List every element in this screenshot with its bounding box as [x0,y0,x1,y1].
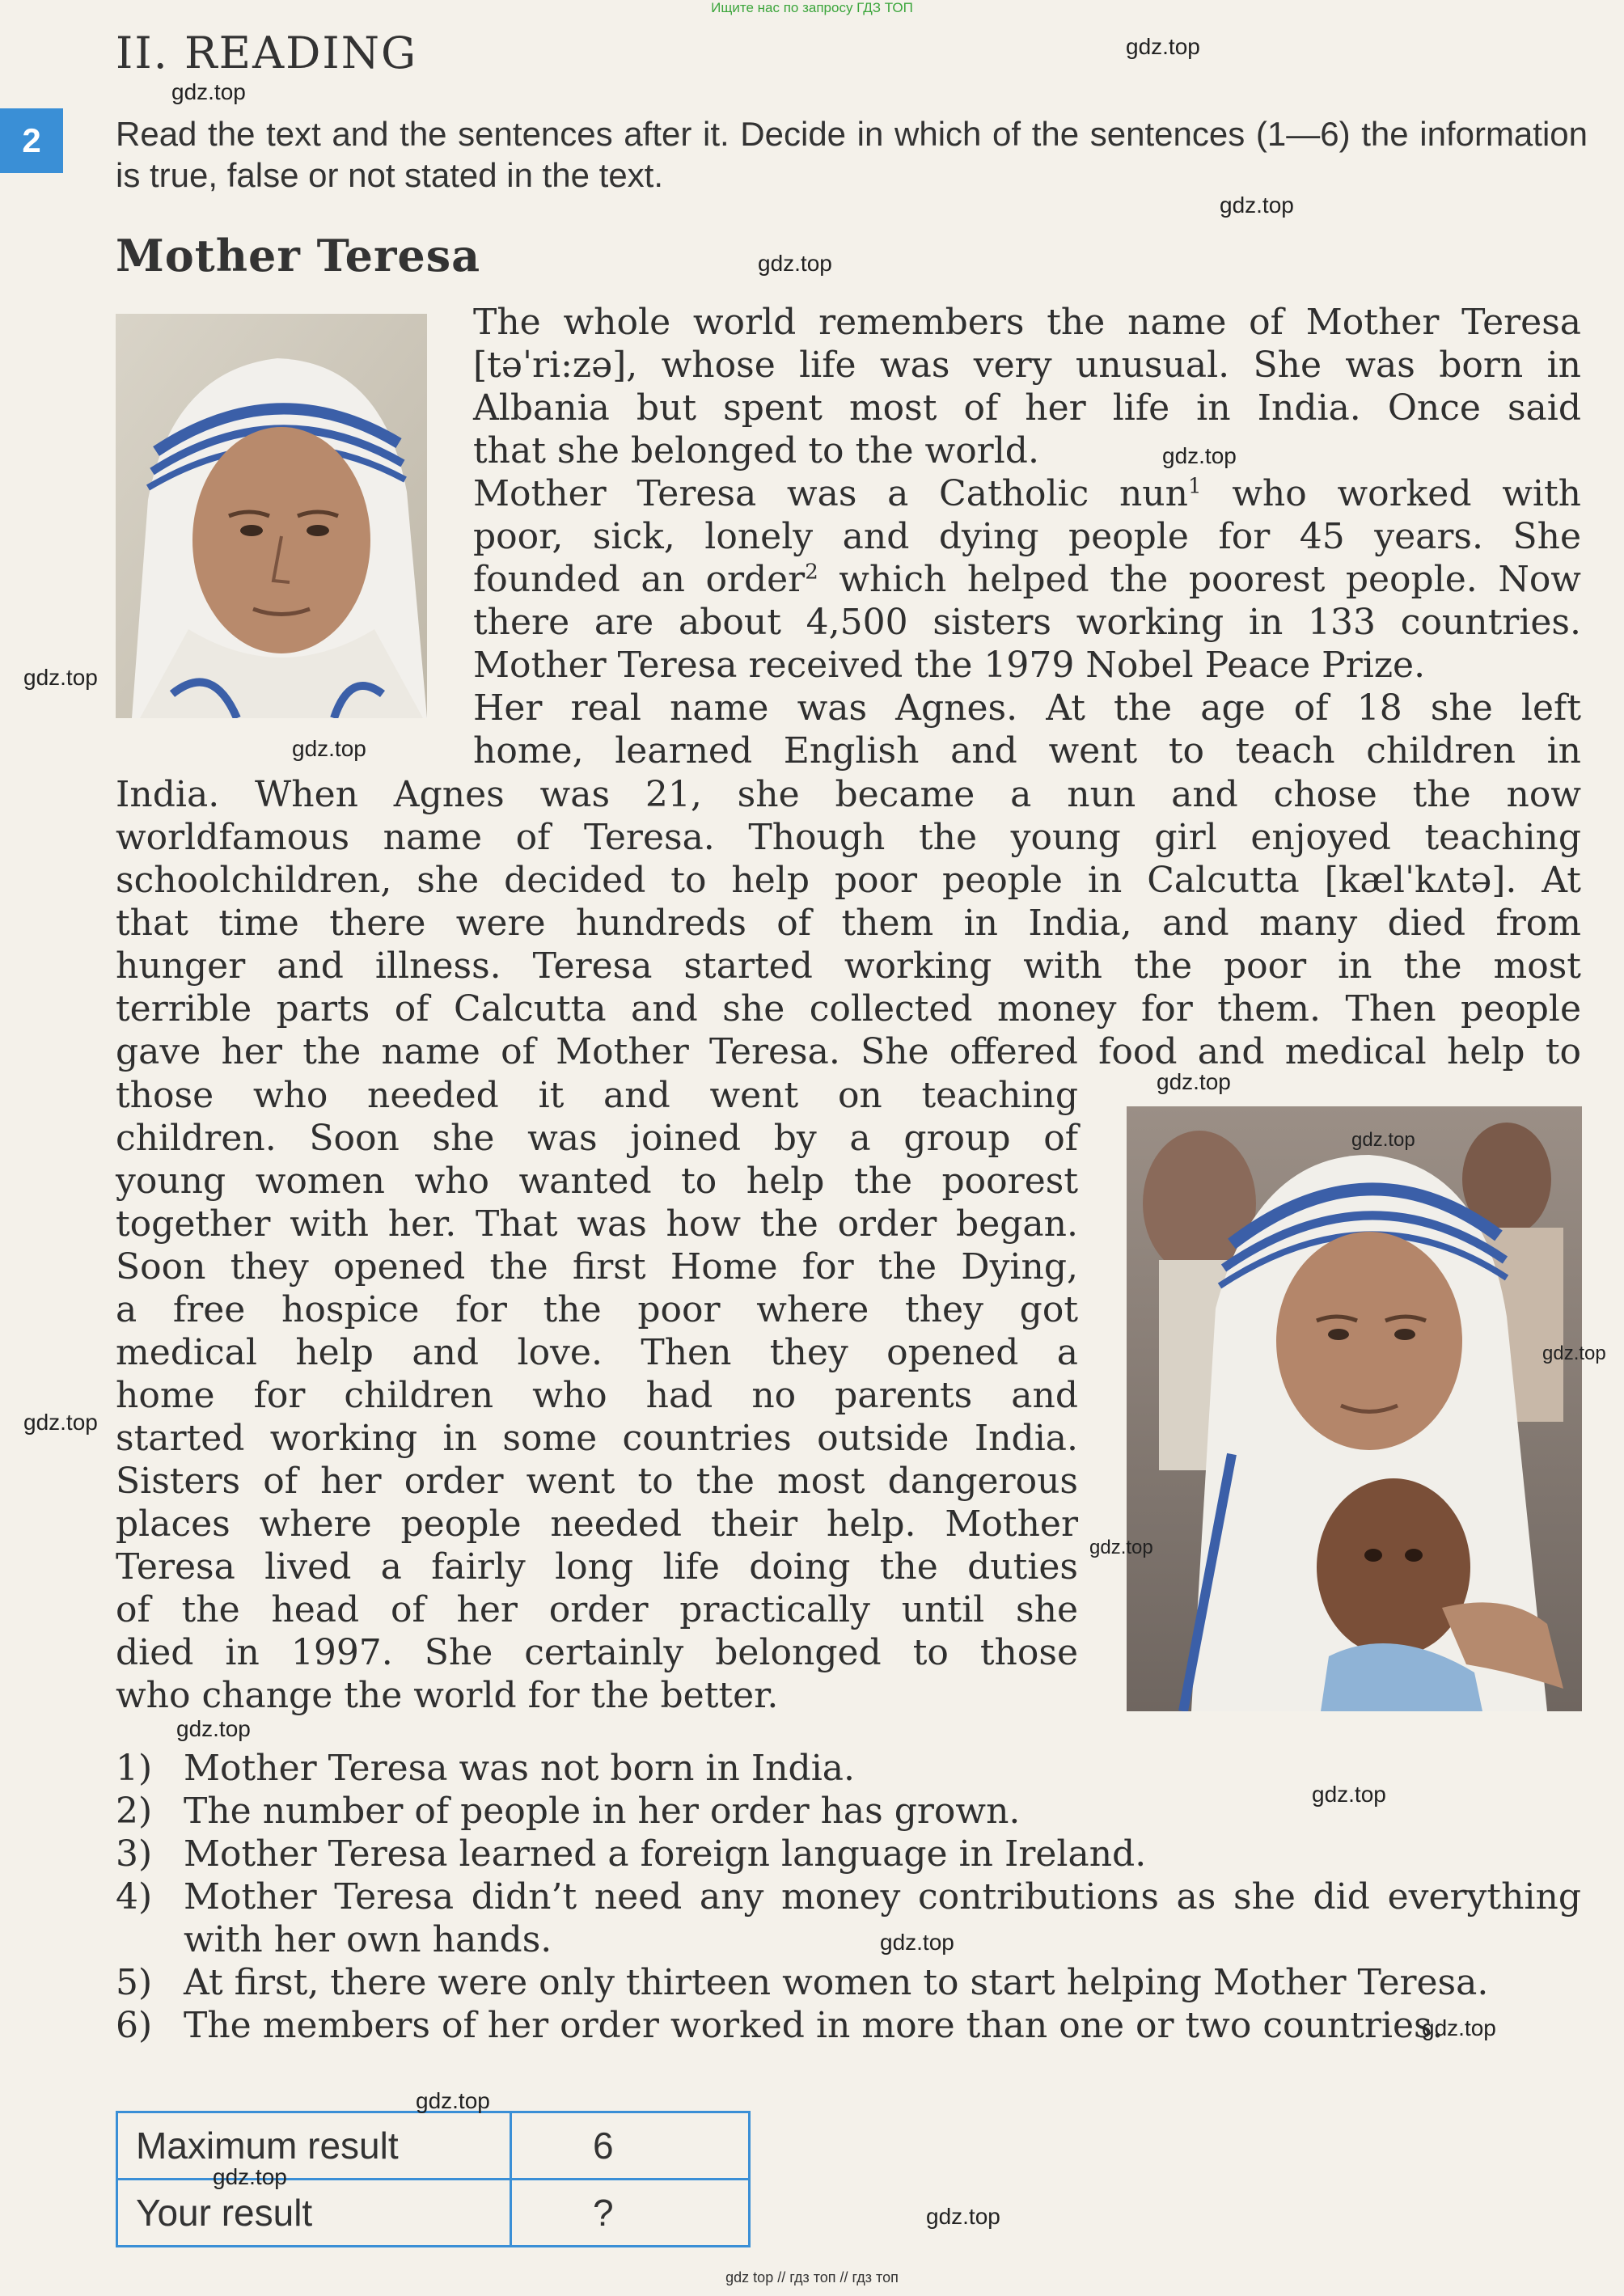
article-line: of the head of her order practically until she [116,1589,1078,1630]
watermark: gdz.top [1220,192,1294,218]
watermark: gdz.top [1542,1343,1606,1364]
statement-item: 5) At first, there were only thirteen women to start helping Mother Teresa. [116,1962,1489,2003]
your-result-label: Your result [117,2180,511,2247]
mother-teresa-portrait-photo [116,314,427,718]
watermark: gdz.top [171,79,246,104]
article-line: Soon they opened the first Home for the Dying, [116,1246,1078,1288]
watermark: gdz.top [926,2204,1000,2229]
article-line: home for children who had no parents and [116,1375,1078,1416]
article-line: who change the world for the better. [116,1675,779,1716]
watermark: gdz.top [1126,34,1200,59]
result-row-max [117,2112,750,2180]
watermark: gdz.top [1089,1537,1153,1558]
task-number-badge: 2 [0,108,63,173]
watermark: gdz.top [416,2088,490,2113]
watermark: gdz.top [176,1716,251,1741]
article-title: Mother Teresa [116,230,481,281]
footnote-marker: 1 [1187,474,1202,499]
watermark: gdz.top [758,251,832,276]
article-line: schoolchildren, she decided to help poor people in Calcutta [kælˈkʌtə]. At [116,860,1581,901]
article-text-right [473,301,1581,772]
watermark: gdz.top [213,2164,287,2189]
watermark: gdz.top [1312,1782,1386,1807]
article-text-full [116,773,1581,1073]
watermark: gdz.top [23,1410,98,1435]
your-result-value[interactable]: ? [511,2180,750,2247]
max-result-value: 6 [511,2112,750,2180]
article-line: those who needed it and went on teaching [116,1075,1078,1116]
article-line: there are about 4,500 sisters working in 133 countries. [473,602,1581,643]
article-line: together with her. That was how the order began. [116,1203,1078,1245]
watermark: gdz.top [1351,1129,1415,1151]
article-line: The whole world remembers the name of Mother Teresa [473,302,1581,343]
article-line: founded an order$^2$ which helped the poorest people. Now [473,559,1581,600]
task-instructions: Read the text and the sentences after it. Decide in which of the sentences (1—6) the information is true, false or not stated in the text. [116,115,1588,194]
statement-item: 3) Mother Teresa learned a foreign language in Ireland. [116,1833,1147,1875]
result-row-yours [117,2180,750,2247]
statement-item: 6) The members of her order worked in more than one or two countries. [116,2005,1444,2046]
article-text-left [116,1074,1078,1717]
article-line: Mother Teresa was a Catholic nun$^1$ who worked with [473,473,1581,514]
article-line: places where people needed their help. Mother [116,1503,1078,1545]
article-line: Her real name was Agnes. At the age of 18 she left [473,687,1581,729]
mother-teresa-with-child-photo [1127,1106,1582,1711]
max-result-label: Maximum result [117,2112,511,2180]
result-table [116,2111,751,2247]
article-line: Teresa lived a fairly long life doing the duties [116,1546,1078,1588]
top-banner: Ищите нас по запросу ГДЗ ТОП [711,0,913,15]
article-line: India. When Agnes was 21, she became a nun and chose the now [116,774,1581,815]
article-line: died in 1997. She certainly belonged to those [116,1632,1078,1673]
article-line: that she belonged to the world. [473,430,1039,471]
article-line: that time there were hundreds of them in India, and many died from [116,903,1581,944]
article-line: Sisters of her order went to the most dangerous [116,1461,1078,1502]
article-line: [təˈri:zə], whose life was very unusual. She was born in [473,345,1581,386]
article-line: gave her the name of Mother Teresa. She offered food and medical help to [116,1031,1581,1072]
watermark: gdz.top [880,1930,954,1955]
article-line: worldfamous name of Teresa. Though the young girl enjoyed teaching [116,817,1581,858]
footnote-marker: 2 [805,560,818,585]
footer: gdz top // гдз топ // гдз топ [725,2269,899,2285]
watermark: gdz.top [1162,443,1237,468]
article-line: terrible parts of Calcutta and she collected money for them. Then people [116,988,1581,1030]
watermark: gdz.top [1422,2015,1496,2040]
watermark: gdz.top [292,736,366,761]
watermark: gdz.top [23,665,98,690]
statement-item: 1) Mother Teresa was not born in India. [116,1748,856,1789]
article-line: children. Soon she was joined by a group of [116,1118,1078,1159]
article-line: medical help and love. Then they opened a [116,1332,1078,1373]
article-line: a free hospice for the poor where they got [116,1289,1078,1330]
article-line: home, learned English and went to teach children in [473,730,1581,772]
article-line: hunger and illness. Teresa started working with the poor in the most [116,945,1581,987]
statement-item: 2) The number of people in her order has grown. [116,1791,1021,1832]
article-line: started working in some countries outside India. [116,1418,1078,1459]
watermark: gdz.top [1157,1069,1231,1094]
section-title: II. READING [116,27,418,78]
article-line: poor, sick, lonely and dying people for 45 years. She [473,516,1581,557]
statement-item: 4) Mother Teresa didn’t need any money contributions as she did everything with her own hands. [116,1876,1581,1960]
article-line: Mother Teresa received the 1979 Nobel Peace Prize. [473,645,1426,686]
article-line: Albania but spent most of her life in India. Once said [473,387,1581,429]
article-line: young women who wanted to help the poorest [116,1161,1078,1202]
